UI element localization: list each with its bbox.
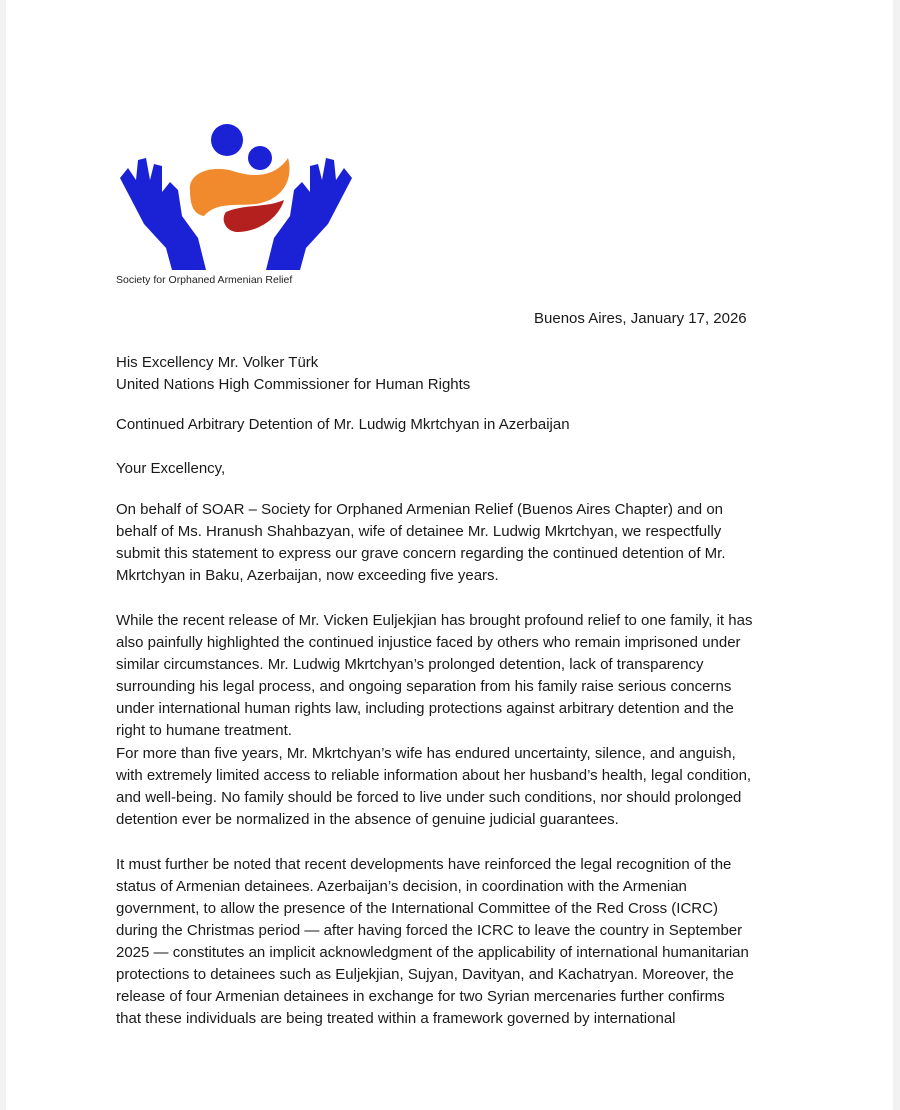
paragraph-line: behalf of Ms. Hranush Shahbazyan, wife of detainee Mr. Ludwig Mkrtchyan, we respectfully <box>116 523 722 540</box>
soar-logo <box>116 120 356 270</box>
paragraph-line: that these individuals are being treated within a framework governed by international <box>116 1010 676 1027</box>
recipient-block <box>116 352 806 396</box>
paragraph-line: status of Armenian detainees. Azerbaijan’s decision, in coordination with the Armenian <box>116 878 687 895</box>
paragraph-line: protections to detainees such as Euljekjian, Sujyan, Davityan, and Kachatryan. Moreover, the <box>116 966 734 983</box>
subject-line: Continued Arbitrary Detention of Mr. Ludwig Mkrtchyan in Azerbaijan <box>116 416 570 433</box>
paragraph-line: It must further be noted that recent developments have reinforced the legal recognition of the <box>116 856 732 873</box>
paragraph-line: detention ever be normalized in the absence of genuine judicial guarantees. <box>116 811 619 828</box>
paragraph-line: right to humane treatment. <box>116 722 292 739</box>
hands-holding-family-icon <box>116 120 356 270</box>
paragraph-line: submit this statement to express our grave concern regarding the continued detention of Mr. <box>116 545 726 562</box>
paragraph-line: On behalf of SOAR – Society for Orphaned Armenian Relief (Buenos Aires Chapter) and on <box>116 501 724 518</box>
paragraph-line: For more than five years, Mr. Mkrtchyan’s wife has endured uncertainty, silence, and anguish, <box>116 745 736 762</box>
org-name-caption: Society for Orphaned Armenian Relief <box>116 274 293 286</box>
salutation: Your Excellency, <box>116 460 226 477</box>
paragraph-line: similar circumstances. Mr. Ludwig Mkrtchyan’s prolonged detention, lack of transparency <box>116 656 704 673</box>
paragraph-3 <box>116 743 806 831</box>
paragraph-line: government, to allow the presence of the International Committee of the Red Cross (ICRC) <box>116 900 718 917</box>
paragraph-line: release of four Armenian detainees in exchange for two Syrian mercenaries further confirms <box>116 988 725 1005</box>
paragraph-1 <box>116 499 806 587</box>
recipient-title: United Nations High Commissioner for Human Rights <box>116 376 471 393</box>
paragraph-4 <box>116 854 806 1030</box>
paragraph-line: during the Christmas period — after having forced the ICRC to leave the country in September <box>116 922 743 939</box>
paragraph-line: surrounding his legal process, and ongoing separation from his family raise serious concerns <box>116 678 732 695</box>
paragraph-2 <box>116 610 806 742</box>
paragraph-line: While the recent release of Mr. Vicken Euljekjian has brought profound relief to one family, it has <box>116 612 753 629</box>
paragraph-line: 2025 — constitutes an implicit acknowledgment of the applicability of international humanitarian <box>116 944 749 961</box>
recipient-name: His Excellency Mr. Volker Türk <box>116 354 319 371</box>
paragraph-line: also painfully highlighted the continued injustice faced by others who remain imprisoned under <box>116 634 741 651</box>
paragraph-line: and well-being. No family should be forced to live under such conditions, nor should prolonged <box>116 789 742 806</box>
letter-page <box>6 0 893 1110</box>
date-line: Buenos Aires, January 17, 2026 <box>534 310 747 327</box>
paragraph-line: under international human rights law, including protections against arbitrary detention and the <box>116 700 734 717</box>
paragraph-line: with extremely limited access to reliable information about her husband’s health, legal condition, <box>116 767 752 784</box>
paragraph-line: Mkrtchyan in Baku, Azerbaijan, now exceeding five years. <box>116 567 499 584</box>
